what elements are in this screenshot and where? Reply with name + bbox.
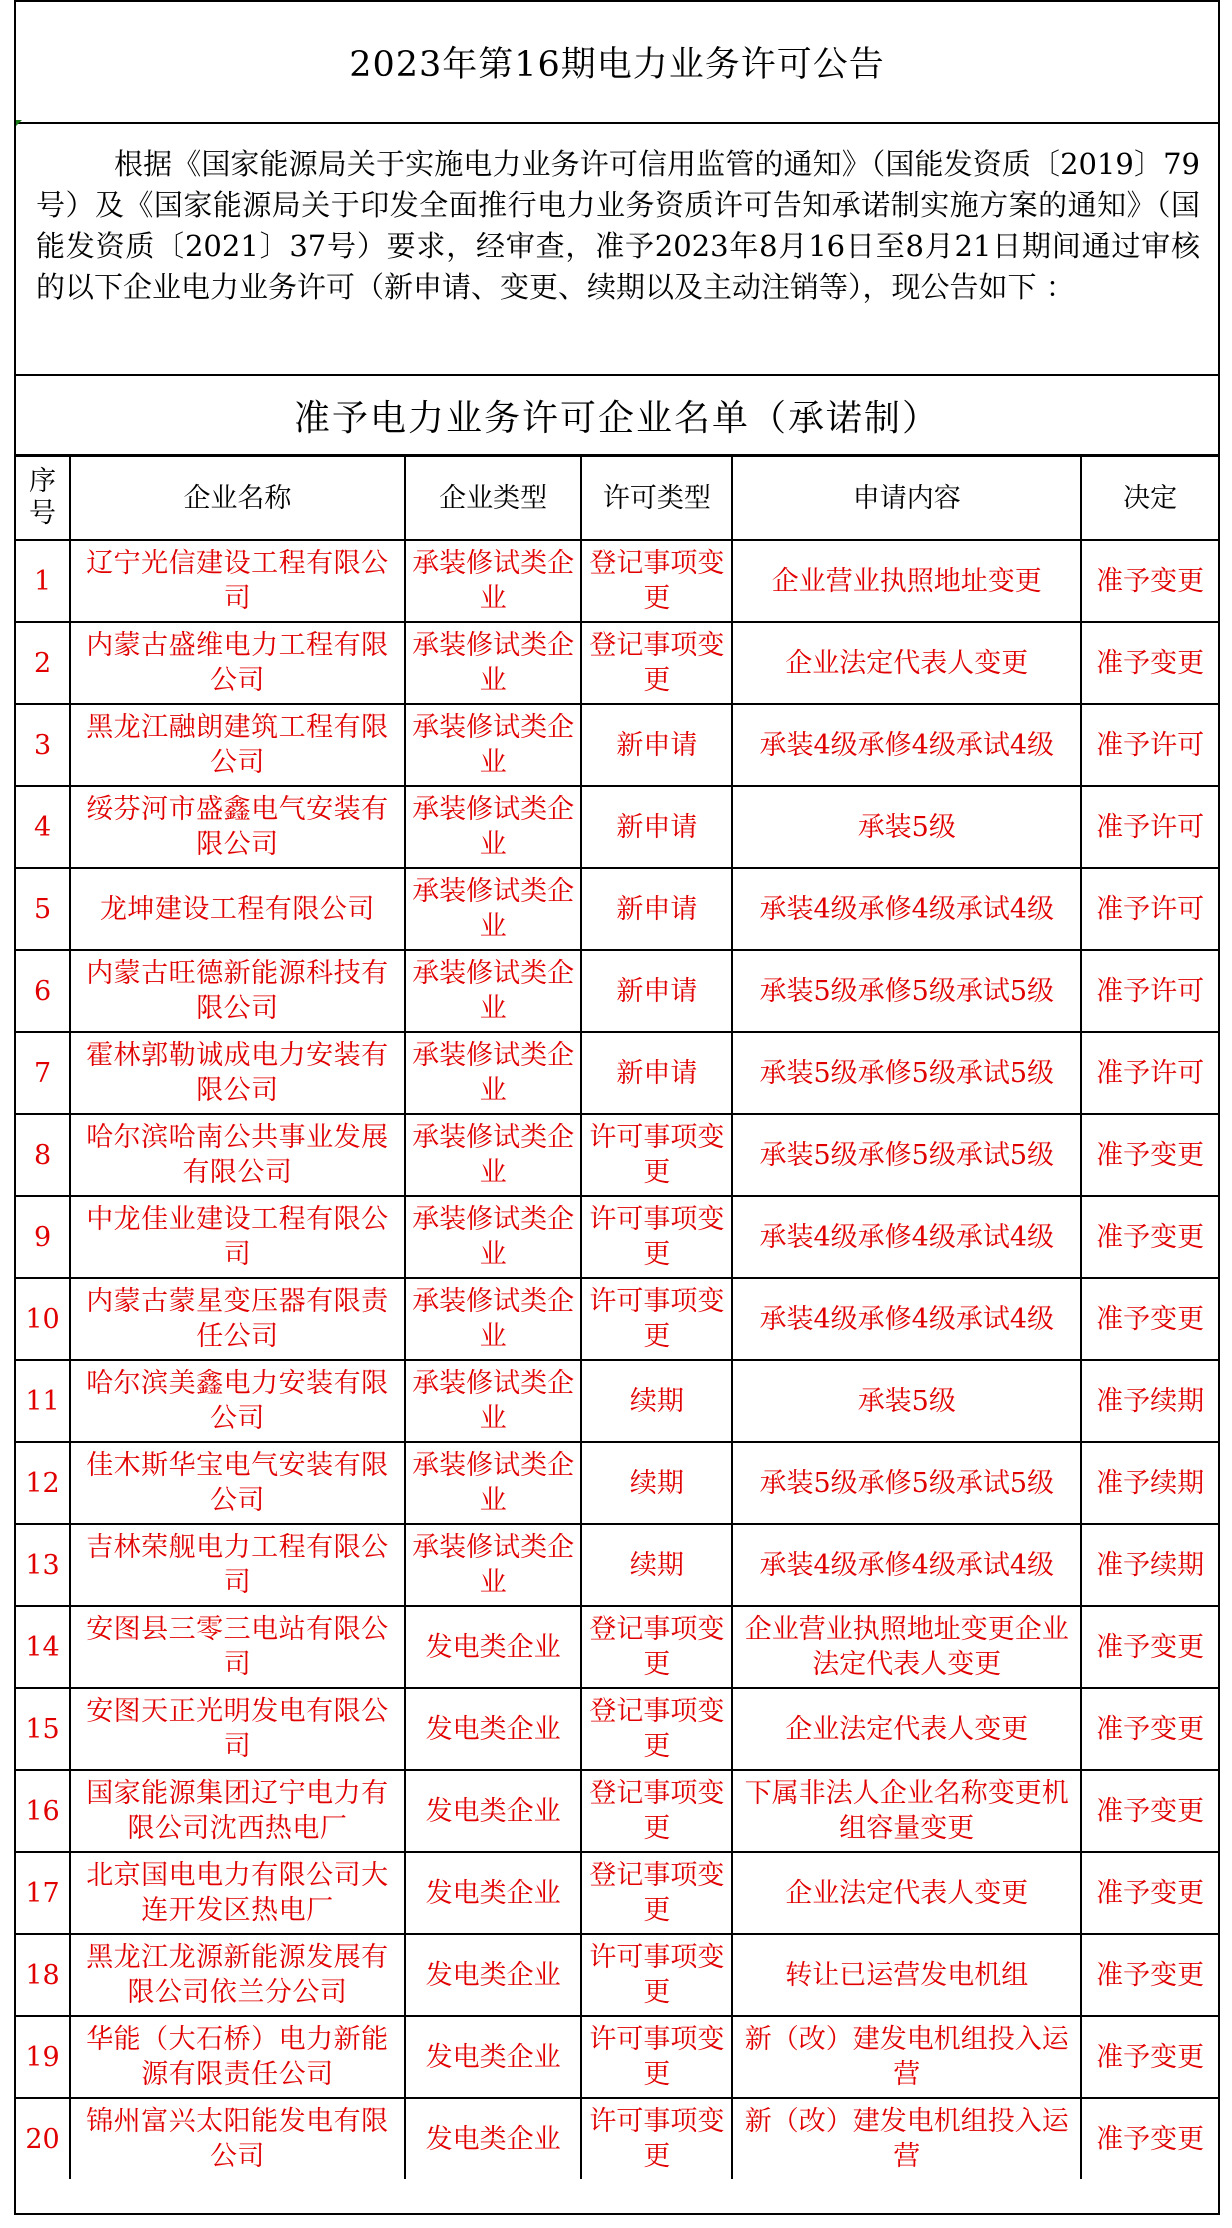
intro-text: 根据《国家能源局关于实施电力业务许可信用监管的通知》（国能发资质〔2019〕79号）及《国家能源局关于印发全面推行电力业务资质许可告知承诺制实施方案的通知》（国能发资质〔2021〕37号）要求，经审查，准予2023年8月16日至8月21日期间通过审核的以下企业电力业务许可（新申请、变更、续期以及主动注销等），现公告如下 ：: [36, 147, 1200, 304]
cell-decision: 准予变更: [1081, 1606, 1218, 1688]
cell-company-type: 承装修试类企业: [405, 1032, 582, 1114]
cell-seq: 19: [16, 2016, 70, 2098]
cell-seq: 13: [16, 1524, 70, 1606]
cell-application-content: 企业营业执照地址变更企业法定代表人变更: [732, 1606, 1081, 1688]
table-row: [16, 1442, 1218, 1524]
cell-application-content: 下属非法人企业名称变更机组容量变更: [732, 1770, 1081, 1852]
cell-company-name: 霍林郭勒诚成电力安装有限公司: [70, 1032, 405, 1114]
cell-company-name: 黑龙江融朗建筑工程有限公司: [70, 704, 405, 786]
cell-license-type: 新申请: [581, 1032, 732, 1114]
table-row: [16, 786, 1218, 868]
cell-company-name: 中龙佳业建设工程有限公司: [70, 1196, 405, 1278]
cell-license-type: 许可事项变更: [581, 1278, 732, 1360]
intro-paragraph: [16, 122, 1218, 376]
cell-seq: 20: [16, 2098, 70, 2179]
cell-seq: 18: [16, 1934, 70, 2016]
cell-company-name: 绥芬河市盛鑫电气安装有限公司: [70, 786, 405, 868]
cell-company-name: 黑龙江龙源新能源发展有限公司依兰分公司: [70, 1934, 405, 2016]
cell-decision: 准予变更: [1081, 1114, 1218, 1196]
cell-application-content: 承装5级承修5级承试5级: [732, 1442, 1081, 1524]
cell-decision: 准予变更: [1081, 2098, 1218, 2179]
cell-decision: 准予许可: [1081, 704, 1218, 786]
cell-decision: 准予变更: [1081, 1278, 1218, 1360]
page-title: 2023年第16期电力业务许可公告: [16, 2, 1218, 124]
cell-company-name: 内蒙古盛维电力工程有限公司: [70, 622, 405, 704]
cell-company-type: 承装修试类企业: [405, 1114, 582, 1196]
cell-license-type: 登记事项变更: [581, 540, 732, 622]
cell-company-type: 发电类企业: [405, 2016, 582, 2098]
cell-application-content: 企业法定代表人变更: [732, 1852, 1081, 1934]
cell-company-type: 发电类企业: [405, 2098, 582, 2179]
header-seq: 序号: [16, 456, 70, 540]
cell-seq: 16: [16, 1770, 70, 1852]
table-row: [16, 1114, 1218, 1196]
header-decision: 决定: [1081, 456, 1218, 540]
table-row: [16, 2098, 1218, 2179]
cell-decision: 准予变更: [1081, 2016, 1218, 2098]
announcement-frame: [14, 0, 1220, 2215]
list-title: 准予电力业务许可企业名单（承诺制）: [16, 376, 1218, 456]
cell-company-name: 锦州富兴太阳能发电有限公司: [70, 2098, 405, 2179]
cell-application-content: 转让已运营发电机组: [732, 1934, 1081, 2016]
cell-company-type: 承装修试类企业: [405, 1196, 582, 1278]
cell-license-type: 许可事项变更: [581, 1196, 732, 1278]
cell-company-type: 发电类企业: [405, 1688, 582, 1770]
cell-company-name: 哈尔滨哈南公共事业发展有限公司: [70, 1114, 405, 1196]
cell-company-type: 承装修试类企业: [405, 950, 582, 1032]
cell-company-type: 发电类企业: [405, 1852, 582, 1934]
cell-decision: 准予变更: [1081, 1196, 1218, 1278]
table-row: [16, 704, 1218, 786]
cell-license-type: 新申请: [581, 868, 732, 950]
cell-seq: 6: [16, 950, 70, 1032]
cell-company-type: 承装修试类企业: [405, 1278, 582, 1360]
cell-company-type: 承装修试类企业: [405, 704, 582, 786]
cell-license-type: 登记事项变更: [581, 1770, 732, 1852]
cell-license-type: 许可事项变更: [581, 1114, 732, 1196]
table-row: [16, 950, 1218, 1032]
cell-seq: 17: [16, 1852, 70, 1934]
cell-decision: 准予续期: [1081, 1360, 1218, 1442]
cell-company-name: 辽宁光信建设工程有限公司: [70, 540, 405, 622]
table-row: [16, 1934, 1218, 2016]
cell-license-type: 登记事项变更: [581, 1852, 732, 1934]
cell-seq: 11: [16, 1360, 70, 1442]
cell-application-content: 承装4级承修4级承试4级: [732, 1524, 1081, 1606]
cell-license-type: 登记事项变更: [581, 1606, 732, 1688]
cell-application-content: 承装5级承修5级承试5级: [732, 1114, 1081, 1196]
cell-seq: 12: [16, 1442, 70, 1524]
cell-application-content: 承装5级承修5级承试5级: [732, 1032, 1081, 1114]
table-row: [16, 868, 1218, 950]
cell-license-type: 新申请: [581, 786, 732, 868]
cell-license-type: 登记事项变更: [581, 1688, 732, 1770]
header-application-content: 申请内容: [732, 456, 1081, 540]
cell-company-name: 内蒙古蒙星变压器有限责任公司: [70, 1278, 405, 1360]
cell-seq: 14: [16, 1606, 70, 1688]
table-row: [16, 2016, 1218, 2098]
cell-seq: 5: [16, 868, 70, 950]
cell-seq: 15: [16, 1688, 70, 1770]
cell-company-type: 承装修试类企业: [405, 1442, 582, 1524]
cell-seq: 8: [16, 1114, 70, 1196]
cell-seq: 9: [16, 1196, 70, 1278]
cell-license-type: 登记事项变更: [581, 622, 732, 704]
table-row: [16, 1196, 1218, 1278]
cell-company-name: 佳木斯华宝电气安装有限公司: [70, 1442, 405, 1524]
cell-company-name: 安图天正光明发电有限公司: [70, 1688, 405, 1770]
cell-company-type: 承装修试类企业: [405, 1360, 582, 1442]
cell-license-type: 新申请: [581, 704, 732, 786]
cell-seq: 3: [16, 704, 70, 786]
cell-company-name: 华能（大石桥）电力新能源有限责任公司: [70, 2016, 405, 2098]
cell-company-name: 国家能源集团辽宁电力有限公司沈西热电厂: [70, 1770, 405, 1852]
cell-decision: 准予变更: [1081, 1934, 1218, 2016]
table-row: [16, 1278, 1218, 1360]
cell-license-type: 续期: [581, 1360, 732, 1442]
table-header-row: [16, 456, 1218, 540]
cell-license-type: 续期: [581, 1524, 732, 1606]
table-row: [16, 1770, 1218, 1852]
table-row: [16, 1360, 1218, 1442]
cell-company-type: 发电类企业: [405, 1934, 582, 2016]
cell-company-type: 发电类企业: [405, 1606, 582, 1688]
cell-company-type: 承装修试类企业: [405, 540, 582, 622]
table-row: [16, 1032, 1218, 1114]
table-row: [16, 1688, 1218, 1770]
table-row: [16, 540, 1218, 622]
license-table: [16, 455, 1218, 2179]
table-row: [16, 1524, 1218, 1606]
cell-company-type: 承装修试类企业: [405, 786, 582, 868]
cell-company-type: 发电类企业: [405, 1770, 582, 1852]
table-row: [16, 1606, 1218, 1688]
cell-company-type: 承装修试类企业: [405, 1524, 582, 1606]
cell-application-content: 承装5级: [732, 786, 1081, 868]
cell-seq: 4: [16, 786, 70, 868]
cell-decision: 准予许可: [1081, 950, 1218, 1032]
cell-application-content: 新（改）建发电机组投入运营: [732, 2016, 1081, 2098]
cell-decision: 准予变更: [1081, 1852, 1218, 1934]
cell-license-type: 续期: [581, 1442, 732, 1524]
cell-decision: 准予变更: [1081, 1688, 1218, 1770]
cell-application-content: 承装4级承修4级承试4级: [732, 1196, 1081, 1278]
cell-application-content: 承装4级承修4级承试4级: [732, 1278, 1081, 1360]
cell-seq: 2: [16, 622, 70, 704]
cell-company-name: 哈尔滨美鑫电力安装有限公司: [70, 1360, 405, 1442]
cell-company-name: 龙坤建设工程有限公司: [70, 868, 405, 950]
cell-application-content: 承装5级: [732, 1360, 1081, 1442]
cell-decision: 准予续期: [1081, 1442, 1218, 1524]
cell-application-content: 承装4级承修4级承试4级: [732, 868, 1081, 950]
cell-license-type: 许可事项变更: [581, 1934, 732, 2016]
cell-company-name: 安图县三零三电站有限公司: [70, 1606, 405, 1688]
table-row: [16, 622, 1218, 704]
cell-seq: 1: [16, 540, 70, 622]
header-company-type: 企业类型: [405, 456, 582, 540]
cell-decision: 准予许可: [1081, 786, 1218, 868]
cell-decision: 准予许可: [1081, 1032, 1218, 1114]
cell-seq: 10: [16, 1278, 70, 1360]
cell-decision: 准予变更: [1081, 1770, 1218, 1852]
cell-license-type: 许可事项变更: [581, 2016, 732, 2098]
cell-decision: 准予变更: [1081, 622, 1218, 704]
header-company-name: 企业名称: [70, 456, 405, 540]
cell-application-content: 承装4级承修4级承试4级: [732, 704, 1081, 786]
cell-company-name: 北京国电电力有限公司大连开发区热电厂: [70, 1852, 405, 1934]
cell-application-content: 企业法定代表人变更: [732, 1688, 1081, 1770]
cell-company-type: 承装修试类企业: [405, 868, 582, 950]
cell-seq: 7: [16, 1032, 70, 1114]
cell-license-type: 许可事项变更: [581, 2098, 732, 2179]
cell-company-type: 承装修试类企业: [405, 622, 582, 704]
cell-decision: 准予变更: [1081, 540, 1218, 622]
cell-license-type: 新申请: [581, 950, 732, 1032]
cell-application-content: 企业法定代表人变更: [732, 622, 1081, 704]
cell-decision: 准予许可: [1081, 868, 1218, 950]
cell-company-name: 吉林荣舰电力工程有限公司: [70, 1524, 405, 1606]
cell-application-content: 新（改）建发电机组投入运营: [732, 2098, 1081, 2179]
table-row: [16, 1852, 1218, 1934]
cell-company-name: 内蒙古旺德新能源科技有限公司: [70, 950, 405, 1032]
cell-decision: 准予续期: [1081, 1524, 1218, 1606]
header-license-type: 许可类型: [581, 456, 732, 540]
cell-application-content: 企业营业执照地址变更: [732, 540, 1081, 622]
cell-application-content: 承装5级承修5级承试5级: [732, 950, 1081, 1032]
